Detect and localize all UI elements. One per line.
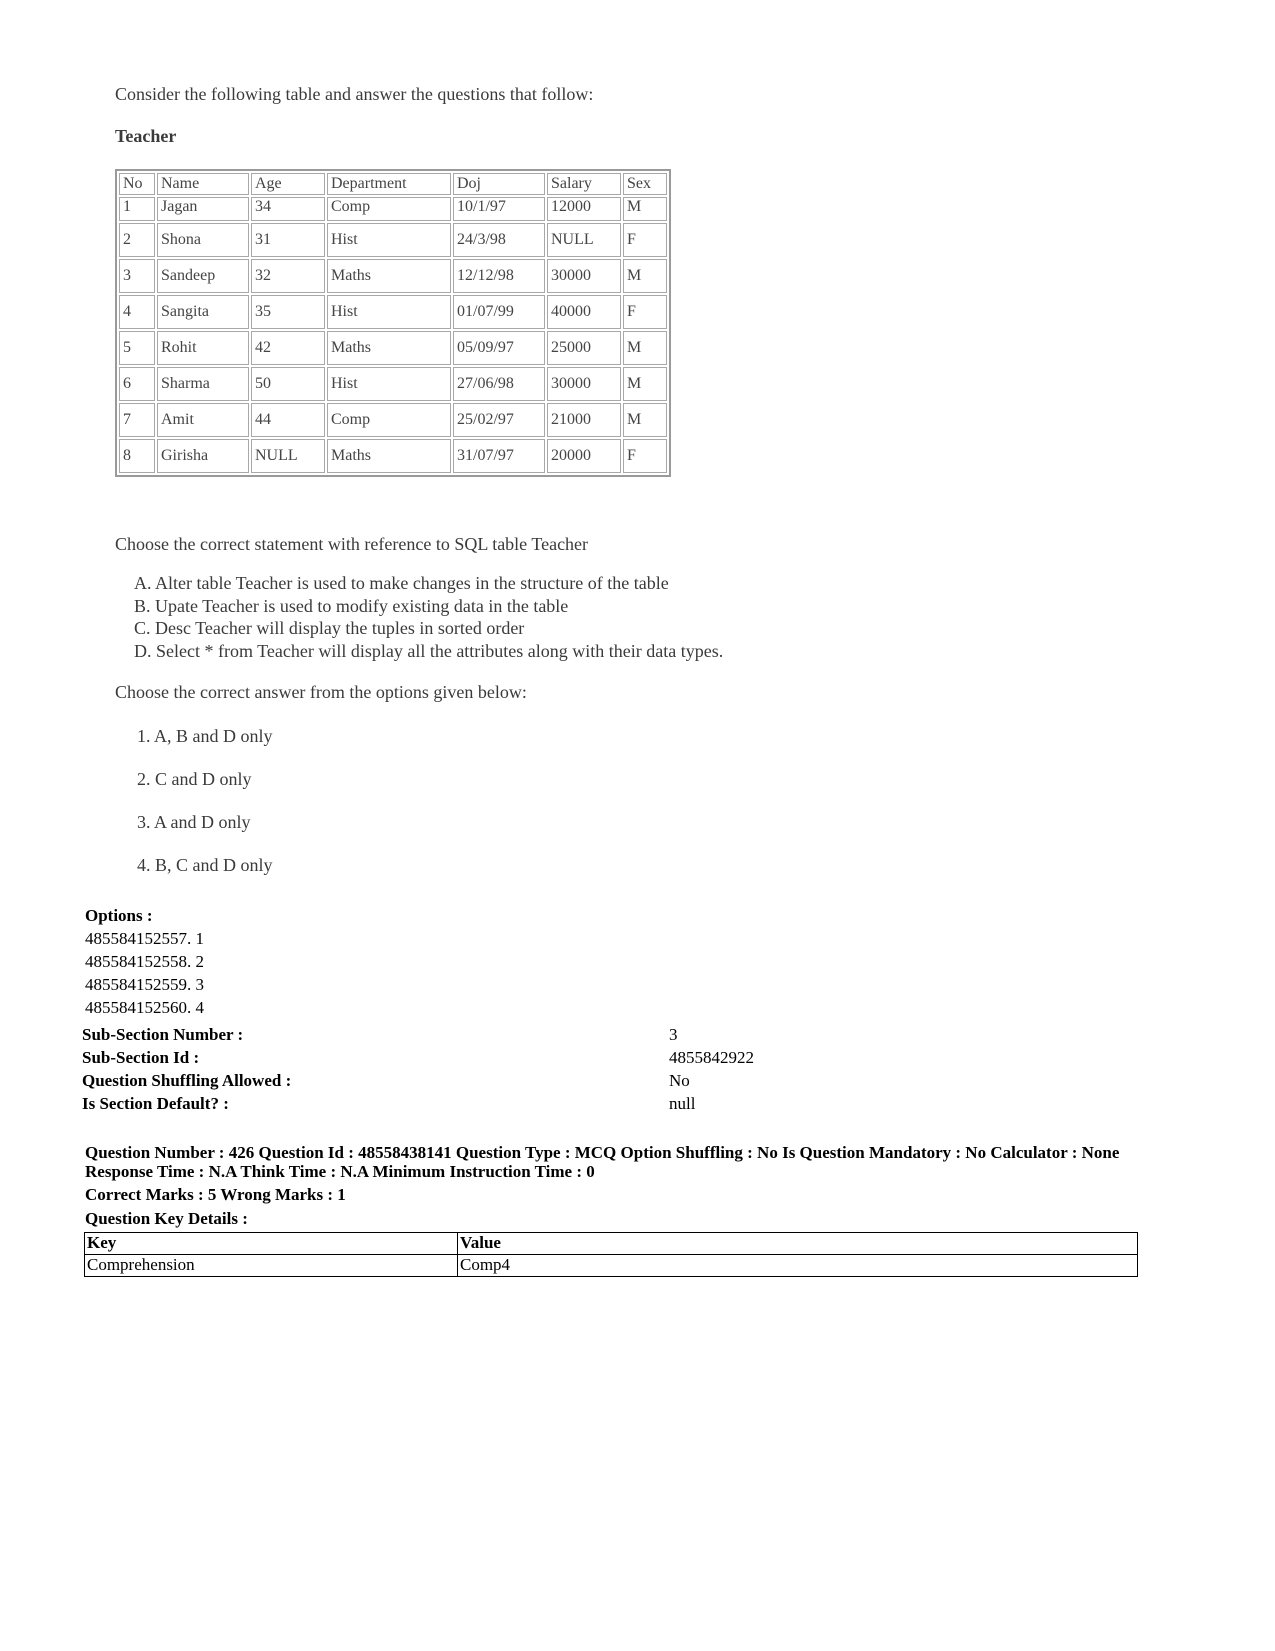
option-item: 485584152559. 3: [85, 975, 204, 994]
table-cell: M: [623, 331, 667, 365]
option-item: 485584152558. 2: [85, 952, 204, 971]
table-cell: 24/3/98: [453, 223, 545, 257]
table-cell: 12000: [547, 197, 621, 221]
sub-section-id-value: 4855842922: [669, 1048, 754, 1067]
table-cell: Shona: [157, 223, 249, 257]
table-cell: M: [623, 403, 667, 437]
table-cell: Hist: [327, 367, 451, 401]
table-cell: 25/02/97: [453, 403, 545, 437]
marks-line: Correct Marks : 5 Wrong Marks : 1: [85, 1185, 346, 1204]
table-row: [119, 197, 667, 221]
section-default-value: null: [669, 1094, 696, 1113]
table-cell: Sharma: [157, 367, 249, 401]
option-item: 485584152557. 1: [85, 929, 204, 948]
section-default-label: Is Section Default? :: [82, 1094, 229, 1113]
statement-item: B. Upate Teacher is used to modify existing data in the table: [134, 595, 569, 616]
table-row: [119, 439, 667, 473]
table-cell: Comp4: [458, 1255, 1138, 1277]
table-cell: Amit: [157, 403, 249, 437]
table-cell: 50: [251, 367, 325, 401]
question-image: [110, 78, 910, 928]
table-cell: Comprehension: [85, 1255, 458, 1277]
table-cell: 30000: [547, 367, 621, 401]
teacher-table: [115, 169, 671, 477]
table-cell: 12/12/98: [453, 259, 545, 293]
answer-choice: 4. B, C and D only: [137, 855, 273, 875]
table-cell: 21000: [547, 403, 621, 437]
table-cell: 5: [119, 331, 155, 365]
column-header: No: [119, 173, 155, 195]
table-cell: 4: [119, 295, 155, 329]
table-cell: M: [623, 259, 667, 293]
table-cell: 1: [119, 197, 155, 221]
response-time-line: Response Time : N.A Think Time : N.A Minimum Instruction Time : 0: [85, 1162, 595, 1181]
table-cell: F: [623, 223, 667, 257]
table-cell: 35: [251, 295, 325, 329]
table-cell: 05/09/97: [453, 331, 545, 365]
answer-prompt: Choose the correct answer from the options given below:: [115, 682, 527, 702]
table-cell: 20000: [547, 439, 621, 473]
table-cell: 42: [251, 331, 325, 365]
table-row: [85, 1255, 1138, 1277]
question-prompt: Choose the correct statement with reference to SQL table Teacher: [115, 534, 589, 554]
options-title: Options :: [85, 906, 153, 925]
table-cell: NULL: [547, 223, 621, 257]
table-cell: 01/07/99: [453, 295, 545, 329]
column-header: Department: [327, 173, 451, 195]
answer-choice: 1. A, B and D only: [137, 726, 273, 746]
table-title: Teacher: [115, 126, 177, 146]
sub-section-number-value: 3: [669, 1025, 678, 1044]
table-cell: 3: [119, 259, 155, 293]
column-header: Sex: [623, 173, 667, 195]
option-item: 485584152560. 4: [85, 998, 204, 1017]
column-header: Doj: [453, 173, 545, 195]
statement-item: A. Alter table Teacher is used to make changes in the structure of the table: [134, 573, 669, 593]
table-cell: 40000: [547, 295, 621, 329]
table-cell: 32: [251, 259, 325, 293]
question-intro: Consider the following table and answer the questions that follow:: [115, 84, 594, 104]
table-cell: 7: [119, 403, 155, 437]
table-row: [119, 223, 667, 257]
key-details-table: [84, 1232, 1138, 1277]
question-shuffling-value: No: [669, 1071, 690, 1090]
column-header: Key: [85, 1233, 458, 1255]
table-cell: 34: [251, 197, 325, 221]
column-header: Age: [251, 173, 325, 195]
table-cell: 31: [251, 223, 325, 257]
key-details-title: Question Key Details :: [85, 1209, 248, 1228]
statement-item: C. Desc Teacher will display the tuples in sorted order: [134, 618, 525, 638]
statement-item: D. Select * from Teacher will display all the attributes along with their data types.: [134, 640, 724, 661]
table-cell: 30000: [547, 259, 621, 293]
table-cell: NULL: [251, 439, 325, 473]
table-cell: F: [623, 295, 667, 329]
table-cell: 44: [251, 403, 325, 437]
table-cell: 27/06/98: [453, 367, 545, 401]
table-cell: Maths: [327, 331, 451, 365]
table-cell: Comp: [327, 197, 451, 221]
table-header-row: [85, 1233, 1138, 1255]
answer-choice: 2. C and D only: [137, 769, 252, 789]
table-cell: Hist: [327, 295, 451, 329]
table-cell: Jagan: [157, 197, 249, 221]
table-cell: Maths: [327, 259, 451, 293]
table-cell: 2: [119, 223, 155, 257]
table-cell: M: [623, 367, 667, 401]
table-cell: M: [623, 197, 667, 221]
table-row: [119, 331, 667, 365]
table-row: [119, 295, 667, 329]
table-cell: Girisha: [157, 439, 249, 473]
table-cell: Maths: [327, 439, 451, 473]
sub-section-number-label: Sub-Section Number :: [82, 1025, 244, 1044]
statement-list: [134, 572, 723, 662]
table-cell: Rohit: [157, 331, 249, 365]
question-shuffling-label: Question Shuffling Allowed :: [82, 1071, 292, 1090]
table-cell: Hist: [327, 223, 451, 257]
table-cell: 31/07/97: [453, 439, 545, 473]
question-info-line: Question Number : 426 Question Id : 48558438141 Question Type : MCQ Option Shuffling : No Is Question Mandatory : No Calculator : None: [85, 1143, 1120, 1162]
answer-choice: 3. A and D only: [137, 812, 251, 832]
table-row: [119, 403, 667, 437]
column-header: Salary: [547, 173, 621, 195]
table-cell: Comp: [327, 403, 451, 437]
table-cell: 25000: [547, 331, 621, 365]
sub-section-id-label: Sub-Section Id :: [82, 1048, 200, 1067]
column-header: Name: [157, 173, 249, 195]
table-row: [119, 367, 667, 401]
table-cell: 6: [119, 367, 155, 401]
table-cell: Sangita: [157, 295, 249, 329]
table-cell: Sandeep: [157, 259, 249, 293]
table-cell: F: [623, 439, 667, 473]
column-header: Value: [458, 1233, 1138, 1255]
table-cell: 8: [119, 439, 155, 473]
table-row: [119, 259, 667, 293]
table-cell: 10/1/97: [453, 197, 545, 221]
